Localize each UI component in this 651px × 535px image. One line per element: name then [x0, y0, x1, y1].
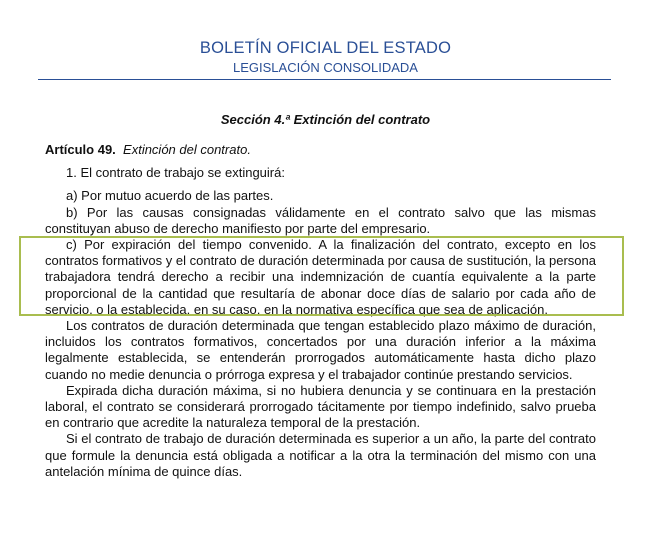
article-number: Artículo 49.	[45, 142, 116, 157]
article-heading	[45, 142, 596, 158]
header-divider	[38, 79, 611, 80]
paragraph-tacit-extension: Expirada dicha duración máxima, si no hubiera denuncia y se continuara en la prestación laboral, el contrato se considerará prorrogado tácitamente por tiempo indefinido, salvo prueba en contrario que acredite la naturaleza temporal de la prestación.	[45, 382, 596, 431]
clause-b: b) Por las causas consignadas válidamente en el contrato salvo que las mismas constituyan abuso de derecho manifiesto por parte del empresario.	[45, 204, 596, 236]
paragraph-fixed-term-extension: Los contratos de duración determinada que tengan establecido plazo máximo de duración, incluidos los contratos formativos, concertados por una duración inferior a la máxima legalmente establecida, se entenderán prorrogados automáticamente hasta dicho plazo cuando no medie denuncia o prórroga expresa y el trabajador continúe prestando servicios.	[45, 318, 596, 382]
article-intro: 1. El contrato de trabajo se extinguirá:	[66, 165, 285, 181]
article-name: Extinción del contrato.	[123, 142, 251, 157]
article-body	[45, 142, 596, 480]
clause-a: a) Por mutuo acuerdo de las partes.	[66, 188, 274, 204]
boe-title: BOLETÍN OFICIAL DEL ESTADO	[199, 39, 452, 57]
boe-subtitle: LEGISLACIÓN CONSOLIDADA	[233, 60, 418, 75]
document-header	[0, 38, 651, 76]
paragraph-notice-period: Si el contrato de trabajo de duración determinada es superior a un año, la parte del contrato que formule la denuncia está obligada a notificar a la otra la terminación del mismo con una antelación mínima de quince días.	[45, 431, 596, 479]
clause-c: c) Por expiración del tiempo convenido. A la finalización del contrato, excepto en los contratos formativos y el contrato de duración determinada por causa de sustitución, la persona trabajadora tendrá derecho a recibir una indemnización de cuantía equivalente a la parte proporcional de la cantidad que resultaría de abonar doce días de salario por cada año de servicio, o la establecida, en su caso, en la normativa específica que sea de aplicación.	[45, 237, 596, 317]
section-title: Sección 4.ª Extinción del contrato	[220, 112, 431, 127]
